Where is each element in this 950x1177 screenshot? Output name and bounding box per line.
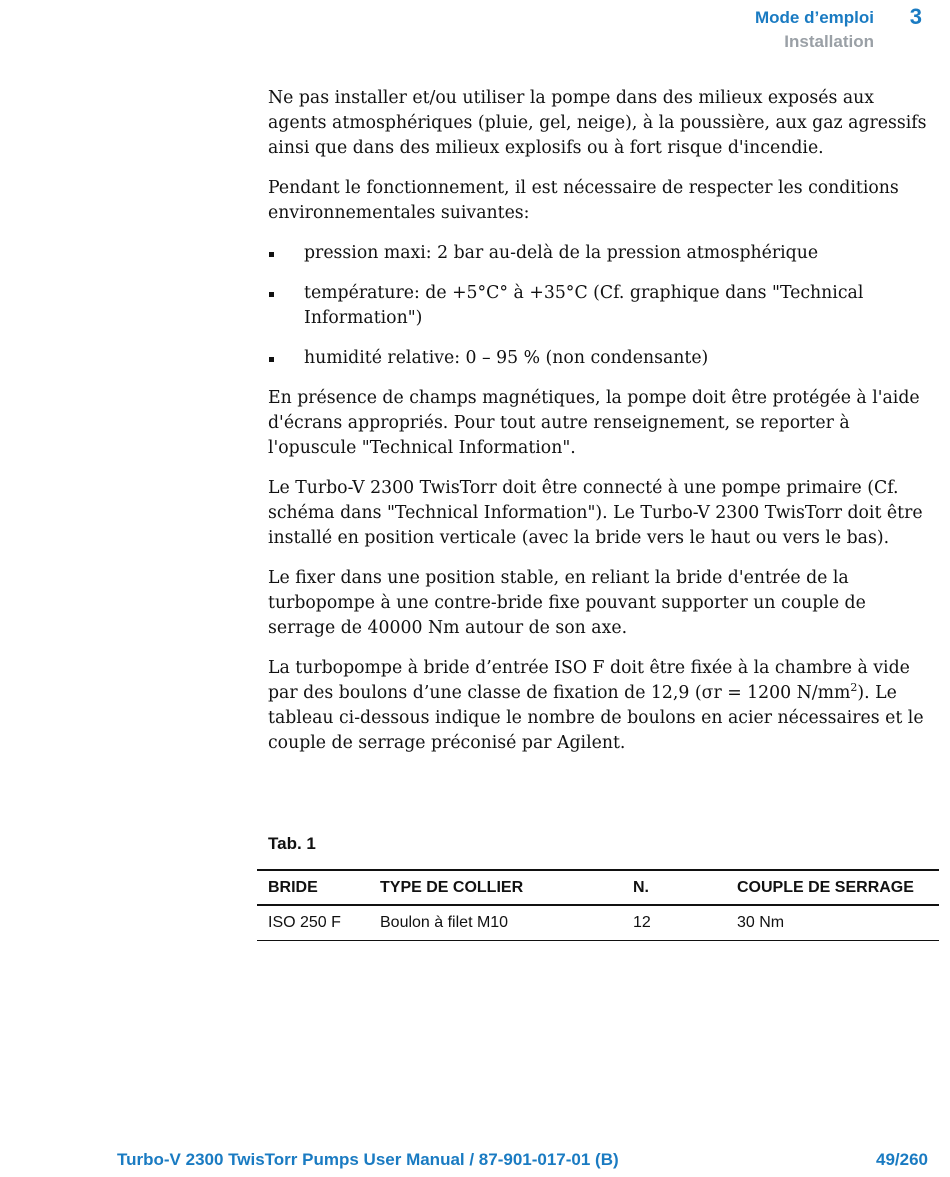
bolts-text-a: La turbopompe à bride d’entrée ISO F doit être fixée à la chambre à vide par des boulons d’une classe de fixation de 12,9 (σr = 1200 N/mm xyxy=(268,658,910,703)
conditions-list xyxy=(268,241,932,371)
superscript: 2 xyxy=(850,681,858,695)
column-header: TYPE DE COLLIER xyxy=(380,878,524,896)
paragraph-connection: Le Turbo-V 2300 TwisTorr doit être connecté à une pompe primaire (Cf. schéma dans "Technical Information"). Le Turbo-V 2300 TwisTorr doit être installé en position verticale (avec la bride vers le haut ou vers le bas). xyxy=(268,478,923,548)
table-cell: ISO 250 F xyxy=(268,914,341,931)
list-item: pression maxi: 2 bar au-delà de la pression atmosphérique xyxy=(268,241,932,266)
paragraph-fixing: Le fixer dans une position stable, en reliant la bride d'entrée de la turbopompe à une contre-bride fixe pouvant supporter un couple de serrage de 40000 Nm autour de son axe. xyxy=(268,568,866,638)
bolts-text-b: ). Le tableau ci-dessous indique le nombre de boulons en acier nécessaires et le couple de serrage préconisé par Agilent. xyxy=(268,683,924,753)
page-number: 49/260 xyxy=(876,1150,928,1169)
body-text xyxy=(268,86,932,771)
manual-title: Turbo-V 2300 TwisTorr Pumps User Manual / 87-901-017-01 (B) xyxy=(117,1150,619,1169)
table-cell: 12 xyxy=(633,914,651,931)
table-row xyxy=(257,905,939,941)
paragraph-magnetic: En présence de champs magnétiques, la pompe doit être protégée à l'aide d'écrans appropriés. Pour tout autre renseignement, se reporter à l'opuscule "Technical Information". xyxy=(268,388,920,458)
column-header: BRIDE xyxy=(268,878,318,896)
list-item: humidité relative: 0 – 95 % (non condensante) xyxy=(268,346,932,371)
paragraph-conditions-intro: Pendant le fonctionnement, il est nécessaire de respecter les conditions environnementales suivantes: xyxy=(268,178,899,223)
column-header: N. xyxy=(633,878,649,896)
chapter-title: Mode d’emploi xyxy=(755,8,874,27)
section-title: Installation xyxy=(784,32,874,51)
paragraph-bolts xyxy=(268,656,932,756)
list-item: température: de +5°C° à +35°C (Cf. graphique dans "Technical Information") xyxy=(268,281,932,331)
chapter-number: 3 xyxy=(909,4,922,29)
table-cell: 30 Nm xyxy=(737,914,785,931)
table-header-row xyxy=(257,870,939,905)
paragraph-environment: Ne pas installer et/ou utiliser la pompe dans des milieux exposés aux agents atmosphériques (pluie, gel, neige), à la poussière, aux gaz agressifs ainsi que dans des milieux explosifs ou à fort risque d'incendie. xyxy=(268,88,927,158)
table-cell: Boulon à filet M10 xyxy=(380,914,509,931)
table-label: Tab. 1 xyxy=(268,834,316,853)
bolts-table xyxy=(257,869,939,941)
column-header: COUPLE DE SERRAGE xyxy=(737,878,914,896)
